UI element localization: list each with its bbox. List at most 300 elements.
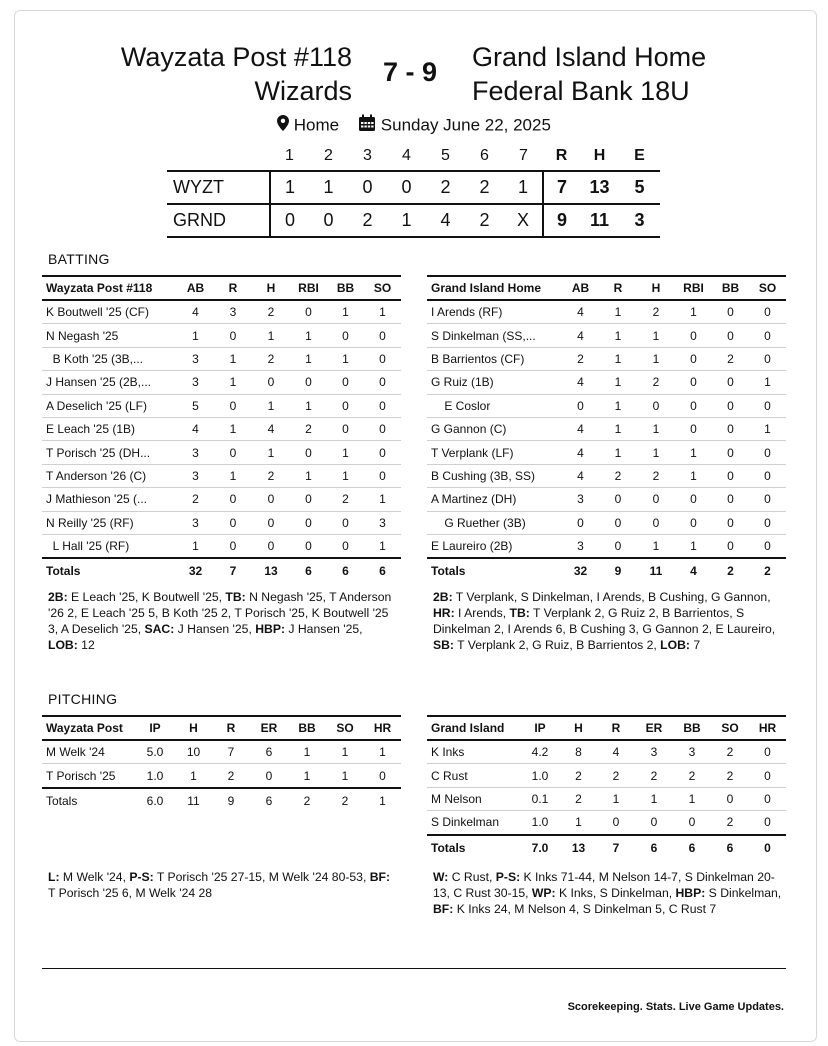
table-row: [427, 324, 786, 347]
stat-cell: 1: [635, 787, 673, 810]
stat-cell: 0: [675, 347, 712, 370]
stat-cell: 0: [327, 394, 364, 417]
stat-cell: 1: [599, 371, 637, 394]
note-label: WP:: [531, 886, 556, 900]
totals-cell: 7.0: [520, 835, 560, 860]
stat-cell: 0: [637, 488, 675, 511]
stat-cell: 1: [214, 464, 252, 487]
stat-cell: 0: [290, 488, 327, 511]
column-header: SO: [326, 716, 364, 740]
stat-cell: 1: [327, 300, 364, 324]
stat-cell: 1: [673, 787, 711, 810]
totals-cell: 9: [599, 558, 637, 583]
stat-cell: 0: [637, 394, 675, 417]
player-name: J Mathieson '25 (...: [42, 488, 177, 511]
stat-cell: 2: [252, 347, 290, 370]
stat-cell: 1: [177, 324, 214, 347]
stat-cell: 0: [675, 324, 712, 347]
stat-cell: 1: [675, 441, 712, 464]
table-row: [42, 511, 401, 534]
note-text: T Verplank, S Dinkelman, I Arends, B Cushing, G Gannon,: [452, 590, 771, 604]
player-name: T Porisch '25 (DH...: [42, 441, 177, 464]
stat-cell: 2: [711, 764, 749, 787]
pitching-notes-away: [48, 869, 394, 901]
stat-cell: 0: [599, 511, 637, 534]
batting-header-row: [42, 276, 401, 300]
batting-notes-home: [433, 589, 779, 653]
totals-cell: 7: [597, 835, 635, 860]
note-label: LOB:: [660, 638, 690, 652]
stat-cell: 4: [562, 417, 599, 440]
totals-cell: 6: [673, 835, 711, 860]
column-header: ER: [635, 716, 673, 740]
stat-cell: 0: [749, 347, 786, 370]
player-name: E Laureiro (2B): [427, 534, 562, 558]
note-text: K Inks 71-44, M Nelson 14-7, S Dinkelman 20-13, C Rust 30-15,: [433, 870, 775, 900]
stat-cell: 2: [637, 371, 675, 394]
column-header: ER: [250, 716, 288, 740]
totals-cell: 6: [327, 558, 364, 583]
column-header: H: [637, 276, 675, 300]
stat-cell: 1: [637, 417, 675, 440]
player-name: B Koth '25 (3B,...: [42, 347, 177, 370]
note-text: T Porisch '25 27-15, M Welk '24 80-53,: [153, 870, 370, 884]
column-header: R: [597, 716, 635, 740]
player-name: N Negash '25: [42, 324, 177, 347]
stat-cell: 2: [327, 488, 364, 511]
stat-cell: 2: [560, 787, 597, 810]
stat-cell: 0: [675, 488, 712, 511]
stat-cell: 2: [290, 417, 327, 440]
stat-cell: 0: [749, 787, 786, 810]
stat-cell: 0: [252, 371, 290, 394]
stat-cell: 4: [562, 371, 599, 394]
note-label: P-S:: [495, 870, 521, 884]
column-header: H: [560, 716, 597, 740]
totals-cell: 7: [214, 558, 252, 583]
stat-cell: 1: [327, 441, 364, 464]
batting-header-row: [427, 276, 786, 300]
stat-cell: 3: [177, 511, 214, 534]
column-header: IP: [135, 716, 175, 740]
stat-cell: 2: [712, 347, 749, 370]
totals-cell: 11: [175, 788, 212, 813]
player-name: G Gannon (C): [427, 417, 562, 440]
totals-label: Totals: [427, 835, 520, 860]
note-text: M Welk '24,: [59, 870, 130, 884]
stat-cell: 0: [749, 811, 786, 835]
stat-cell: 0: [290, 441, 327, 464]
stat-cell: 2: [711, 740, 749, 764]
column-header: Grand Island: [427, 716, 520, 740]
footer-divider: [42, 968, 786, 969]
totals-cell: 6: [290, 558, 327, 583]
stat-cell: 2: [637, 464, 675, 487]
table-row: [427, 441, 786, 464]
note-text: K Inks 24, M Nelson 4, S Dinkelman 5, C Rust 7: [453, 902, 717, 916]
stat-cell: 2: [635, 764, 673, 787]
stat-cell: 1: [252, 441, 290, 464]
stat-cell: 0: [712, 300, 749, 324]
stat-cell: 2: [637, 300, 675, 324]
stat-cell: 1: [749, 371, 786, 394]
table-row: [427, 417, 786, 440]
stat-cell: 3: [177, 441, 214, 464]
stat-cell: 0: [712, 371, 749, 394]
stat-cell: 0: [675, 417, 712, 440]
stat-cell: 0: [712, 511, 749, 534]
stat-cell: 0: [562, 511, 599, 534]
note-text: I Arends,: [454, 606, 510, 620]
stat-cell: 0: [364, 371, 401, 394]
column-header: IP: [520, 716, 560, 740]
footer-tagline: Scorekeeping. Stats. Live Game Updates.: [567, 1001, 784, 1013]
totals-cell: 4: [675, 558, 712, 583]
totals-cell: 0: [749, 835, 786, 860]
stat-cell: 5.0: [135, 740, 175, 764]
batting-table-home: [427, 275, 786, 583]
stat-cell: 0: [214, 511, 252, 534]
stat-cell: 1: [637, 441, 675, 464]
batting-section-title: BATTING: [48, 251, 110, 267]
stat-cell: 1: [637, 534, 675, 558]
stat-cell: 5: [177, 394, 214, 417]
stat-cell: 0: [749, 464, 786, 487]
pitching-table-away: [42, 715, 401, 813]
player-name: S Dinkelman: [427, 811, 520, 835]
column-header: R: [212, 716, 250, 740]
player-name: B Barrientos (CF): [427, 347, 562, 370]
stat-cell: 4: [177, 300, 214, 324]
linescore-table: [167, 142, 660, 238]
player-name: T Verplank (LF): [427, 441, 562, 464]
note-label: BF:: [369, 870, 391, 884]
stat-cell: 0: [290, 300, 327, 324]
totals-cell: 11: [637, 558, 675, 583]
stat-cell: 1: [364, 300, 401, 324]
stat-cell: 4.2: [520, 740, 560, 764]
note-label: TB:: [509, 606, 530, 620]
player-name: T Anderson '26 (C): [42, 464, 177, 487]
note-text: J Hansen '25,: [285, 622, 363, 636]
stat-cell: 0: [250, 764, 288, 788]
column-header: BB: [327, 276, 364, 300]
stat-cell: 1: [599, 347, 637, 370]
player-name: T Porisch '25: [42, 764, 135, 788]
note-label: SAC:: [144, 622, 175, 636]
stat-cell: 3: [177, 347, 214, 370]
player-name: M Welk '24: [42, 740, 135, 764]
table-row: [42, 441, 401, 464]
stat-cell: 4: [252, 417, 290, 440]
table-row: [42, 464, 401, 487]
note-text: T Verplank 2, G Ruiz 2, B Barrientos, S Dinkelman 2, I Arends 6, B Cushing 3, G Gannon 2, E Laureiro,: [433, 606, 776, 636]
table-row: [42, 347, 401, 370]
stat-cell: 0: [364, 464, 401, 487]
stat-cell: 2: [673, 764, 711, 787]
stat-cell: 0: [749, 740, 786, 764]
stat-cell: 0: [364, 417, 401, 440]
note-text: J Hansen '25,: [174, 622, 256, 636]
stat-cell: 1: [327, 464, 364, 487]
totals-cell: 2: [326, 788, 364, 813]
stat-cell: 1: [326, 764, 364, 788]
stat-cell: 1: [175, 764, 212, 788]
stat-cell: 0: [637, 511, 675, 534]
calendar-icon: [358, 114, 376, 137]
note-text: S Dinkelman,: [705, 886, 782, 900]
stat-cell: 2: [177, 488, 214, 511]
totals-cell: 13: [252, 558, 290, 583]
stat-cell: 1: [290, 464, 327, 487]
stat-cell: 0: [327, 324, 364, 347]
stat-cell: 0: [599, 534, 637, 558]
totals-label: Totals: [42, 558, 177, 583]
stat-cell: 1: [749, 417, 786, 440]
stat-cell: 2: [252, 464, 290, 487]
totals-cell: 2: [288, 788, 326, 813]
table-row: [427, 300, 786, 324]
note-label: TB:: [225, 590, 246, 604]
table-row: [42, 324, 401, 347]
stat-cell: 0: [675, 371, 712, 394]
table-row: [42, 534, 401, 558]
note-text: T Porisch '25 6, M Welk '24 28: [48, 886, 213, 900]
table-row: [427, 394, 786, 417]
stat-cell: 0: [214, 488, 252, 511]
totals-label: Totals: [42, 788, 135, 813]
column-header: AB: [562, 276, 599, 300]
totals-row: [42, 558, 401, 583]
stat-cell: 1: [599, 441, 637, 464]
stat-cell: 6: [250, 740, 288, 764]
player-name: L Hall '25 (RF): [42, 534, 177, 558]
stat-cell: 0: [290, 534, 327, 558]
pitching-notes-home: [433, 869, 783, 917]
stat-cell: 0: [597, 811, 635, 835]
table-row: [427, 347, 786, 370]
stat-cell: 0: [252, 534, 290, 558]
stat-cell: 2: [252, 300, 290, 324]
table-row: [427, 488, 786, 511]
stat-cell: 4: [597, 740, 635, 764]
column-header: HR: [749, 716, 786, 740]
stat-cell: 1: [599, 394, 637, 417]
stat-cell: 1: [290, 324, 327, 347]
stat-cell: 1: [364, 488, 401, 511]
stat-cell: 0: [749, 441, 786, 464]
stat-cell: 0: [290, 511, 327, 534]
table-row: [427, 740, 786, 764]
stat-cell: 1: [288, 764, 326, 788]
stat-cell: 4: [562, 324, 599, 347]
stat-cell: 0: [214, 394, 252, 417]
stat-cell: 0: [252, 511, 290, 534]
stat-cell: 1: [290, 394, 327, 417]
note-label: BF:: [433, 902, 454, 916]
column-header: R: [599, 276, 637, 300]
stat-cell: 10: [175, 740, 212, 764]
column-header: BB: [673, 716, 711, 740]
totals-cell: 2: [712, 558, 749, 583]
player-name: A Martinez (DH): [427, 488, 562, 511]
player-name: K Inks: [427, 740, 520, 764]
note-label: P-S:: [129, 870, 154, 884]
stat-cell: 1: [327, 347, 364, 370]
stat-cell: 1: [560, 811, 597, 835]
stat-cell: 0: [675, 394, 712, 417]
stat-cell: 1: [675, 300, 712, 324]
pitching-header-row: [42, 716, 401, 740]
stat-cell: 0: [364, 441, 401, 464]
stat-cell: 0: [712, 417, 749, 440]
player-name: I Arends (RF): [427, 300, 562, 324]
stat-cell: 0: [327, 534, 364, 558]
player-name: N Reilly '25 (RF): [42, 511, 177, 534]
linescore-header: 1 2 3 4 5 6 7 R H E: [285, 147, 645, 164]
table-row: [42, 394, 401, 417]
stat-cell: 0: [214, 534, 252, 558]
stat-cell: 3: [562, 488, 599, 511]
stat-cell: 0: [364, 347, 401, 370]
stat-cell: 0: [711, 787, 749, 810]
stat-cell: 2: [597, 764, 635, 787]
stat-cell: 0: [635, 811, 673, 835]
column-header: Wayzata Post: [42, 716, 135, 740]
stat-cell: 3: [635, 740, 673, 764]
stat-cell: 2: [212, 764, 250, 788]
stat-cell: 0.1: [520, 787, 560, 810]
stat-cell: 0: [749, 534, 786, 558]
player-name: E Leach '25 (1B): [42, 417, 177, 440]
stat-cell: 0: [327, 417, 364, 440]
stat-cell: 3: [673, 740, 711, 764]
stat-cell: 0: [712, 441, 749, 464]
stat-cell: 3: [214, 300, 252, 324]
stat-cell: 0: [562, 394, 599, 417]
stat-cell: 4: [562, 300, 599, 324]
note-label: HBP:: [675, 886, 706, 900]
stat-cell: 1: [290, 347, 327, 370]
note-text: K Inks, S Dinkelman,: [555, 886, 676, 900]
stat-cell: 1: [326, 740, 364, 764]
note-label: W:: [433, 870, 449, 884]
final-score: 7 - 9: [382, 57, 438, 87]
stat-cell: 1: [637, 324, 675, 347]
stat-cell: 1: [675, 464, 712, 487]
player-name: A Deselich '25 (LF): [42, 394, 177, 417]
totals-cell: 9: [212, 788, 250, 813]
stat-cell: 1: [599, 417, 637, 440]
stat-cell: 2: [562, 347, 599, 370]
player-name: J Hansen '25 (2B,...: [42, 371, 177, 394]
stat-cell: 4: [562, 464, 599, 487]
note-label: HBP:: [255, 622, 286, 636]
note-label: SB:: [433, 638, 454, 652]
pitching-section-title: PITCHING: [48, 691, 118, 707]
stat-cell: 1.0: [520, 764, 560, 787]
away-team-name: Wayzata Post #118 Wizards: [120, 42, 352, 106]
column-header: RBI: [675, 276, 712, 300]
stat-cell: 0: [364, 394, 401, 417]
stat-cell: 8: [560, 740, 597, 764]
linescore-row-home: GRND 0 0 2 1 4 2 X 9 11 3: [167, 204, 660, 237]
stat-cell: 1: [364, 740, 401, 764]
stat-cell: 0: [364, 764, 401, 788]
player-name: S Dinkelman (SS,...: [427, 324, 562, 347]
stat-cell: 1: [252, 394, 290, 417]
table-row: [427, 371, 786, 394]
note-text: E Leach '25, K Boutwell '25,: [67, 590, 226, 604]
stat-cell: 1: [675, 534, 712, 558]
stat-cell: 0: [327, 371, 364, 394]
column-header: SO: [711, 716, 749, 740]
stat-cell: 0: [214, 441, 252, 464]
player-name: C Rust: [427, 764, 520, 787]
totals-cell: 6: [711, 835, 749, 860]
stat-cell: 2: [560, 764, 597, 787]
stat-cell: 0: [712, 488, 749, 511]
stat-cell: 0: [214, 324, 252, 347]
column-header: Grand Island Home: [427, 276, 562, 300]
batting-table-away: [42, 275, 401, 583]
column-header: Wayzata Post #118: [42, 276, 177, 300]
column-header: SO: [364, 276, 401, 300]
player-name: G Ruether (3B): [427, 511, 562, 534]
stat-cell: 1.0: [520, 811, 560, 835]
player-name: B Cushing (3B, SS): [427, 464, 562, 487]
player-name: M Nelson: [427, 787, 520, 810]
note-label: 2B:: [433, 590, 453, 604]
table-row: [42, 488, 401, 511]
column-header: BB: [288, 716, 326, 740]
stat-cell: 0: [712, 534, 749, 558]
stat-cell: 1: [214, 371, 252, 394]
note-text: 7: [689, 638, 701, 652]
game-date: Sunday June 22, 2025: [380, 115, 551, 135]
column-header: AB: [177, 276, 214, 300]
note-text: N Negash '25, T Anderson '26 2, E Leach '25 5, B Koth '25 2, T Porisch '25, K Boutwell '25 3, A Deselich '25,: [48, 590, 392, 636]
totals-cell: 13: [560, 835, 597, 860]
home-team-name: Grand Island Home Federal Bank 18U: [472, 42, 707, 106]
stat-cell: 0: [749, 488, 786, 511]
stat-cell: 4: [177, 417, 214, 440]
stat-cell: 3: [177, 464, 214, 487]
pitching-header-row: [427, 716, 786, 740]
stat-cell: 0: [712, 464, 749, 487]
stat-cell: 0: [675, 511, 712, 534]
stat-cell: 1: [214, 417, 252, 440]
pitching-table-home: [427, 715, 786, 860]
stat-cell: 1: [597, 787, 635, 810]
note-label: HR:: [433, 606, 455, 620]
column-header: BB: [712, 276, 749, 300]
stat-cell: 1: [599, 324, 637, 347]
totals-cell: 2: [749, 558, 786, 583]
stat-cell: 0: [599, 488, 637, 511]
stat-cell: 0: [712, 394, 749, 417]
stat-cell: 1.0: [135, 764, 175, 788]
stat-cell: 0: [712, 324, 749, 347]
table-row: [427, 787, 786, 810]
stat-cell: 0: [749, 511, 786, 534]
stat-cell: 0: [749, 300, 786, 324]
note-label: LOB:: [48, 638, 78, 652]
table-row: [42, 764, 401, 788]
batting-notes-away: [48, 589, 394, 653]
player-name: K Boutwell '25 (CF): [42, 300, 177, 324]
stat-cell: 2: [711, 811, 749, 835]
